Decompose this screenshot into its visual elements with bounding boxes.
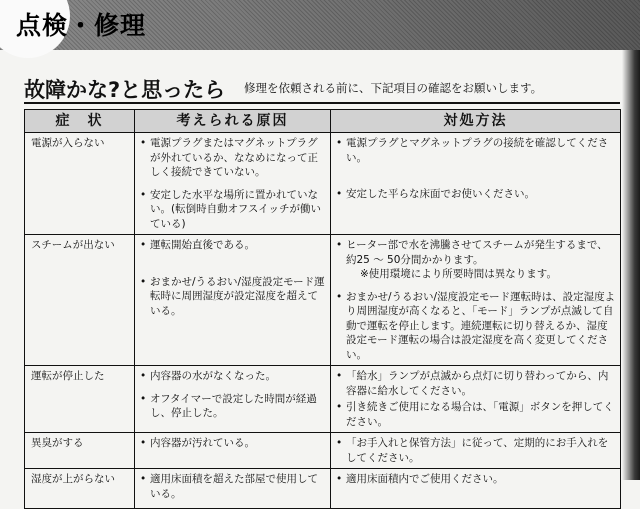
remedy-cell: [331, 133, 621, 235]
symptom-cell: 運転が停止した: [25, 366, 135, 433]
cause-item: • 電源プラグまたはマグネットプラグが外れているか、ななめになって正しく接続できていない。: [139, 136, 326, 180]
remedy-text: 「お手入れと保管方法」に従って、定期的にお手入れをしてください。: [346, 437, 609, 464]
remedy-text: 「給水」ランプが点滅から点灯に切り替わってから、内容器に給水してください。: [346, 370, 609, 397]
banner-title: 点検・修理: [16, 11, 147, 40]
table-row: [25, 366, 621, 433]
symptom-cell: 湿度が上がらない: [25, 469, 135, 509]
remedy-item: [335, 436, 616, 465]
remedy-item: [335, 472, 616, 487]
remedy-item: [335, 290, 616, 363]
remedy-text: 安定した平らな床面でお使いください。: [346, 188, 535, 200]
troubleshooting-table: [24, 109, 621, 509]
table-row: [25, 235, 621, 366]
header-symptom: 症 状: [25, 110, 135, 133]
cause-cell: [135, 133, 331, 235]
remedy-item: [335, 400, 616, 429]
remedy-cell: [331, 469, 621, 509]
table-row: [25, 469, 621, 509]
section-heading: 故障かな?と思ったら: [24, 78, 226, 102]
remedy-item: [335, 187, 616, 202]
cause-cell: [135, 235, 331, 366]
cause-item: • 運転開始直後である。: [139, 238, 326, 253]
cause-item: • 安定した水平な場所に置かれていない。(転倒時自動オフスイッチが働いている): [139, 188, 326, 232]
symptom-cell: 電源が入らない: [25, 133, 135, 235]
remedy-item: [335, 369, 616, 398]
symptom-cell: 異臭がする: [25, 433, 135, 469]
cause-item: • おまかせ/うるおい/湿度設定モード運転時に周囲湿度が設定湿度を超えている。: [139, 275, 326, 319]
cause-item: • オフタイマーで設定した時間が経過し、停止した。: [139, 392, 326, 421]
heading-rule: [24, 102, 620, 104]
cause-cell: [135, 366, 331, 433]
remedy-item: [335, 136, 616, 165]
remedy-text: 適用床面積内でご使用ください。: [346, 473, 504, 485]
remedy-cell: [331, 235, 621, 366]
cause-item: • 適用床面積を超えた部屋で使用している。: [139, 472, 326, 501]
remedy-text: ヒーター部で水を沸騰させてスチームが発生するまで、約25 ～ 50分間かかります。: [346, 239, 608, 266]
remedy-note: ※使用環境により所要時間は異なります。: [360, 268, 557, 280]
remedy-item: [335, 238, 616, 282]
table-header-row: [25, 110, 621, 133]
symptom-cell: スチームが出ない: [25, 235, 135, 366]
header-cause: 考えられる原因: [135, 110, 331, 133]
remedy-text: おまかせ/うるおい/湿度設定モード運転時は、設定湿度より周囲湿度が高くなると、「モード」ランプが点滅して自動で運転を停止します。連続運転に切り替えるか、湿度設定モード運転の場合は設定湿度を高く変更してください。: [346, 290, 616, 361]
cause-cell: [135, 469, 331, 509]
table-row: [25, 433, 621, 469]
section-banner: [0, 0, 640, 50]
remedy-text: 引き続きご使用になる場合は、「電源」ボタンを押してください。: [346, 401, 614, 428]
section-subtext: 修理を依頼される前に、下記項目の確認をお願いします。: [244, 81, 543, 95]
remedy-cell: [331, 433, 621, 469]
cause-item: • 内容器が汚れている。: [139, 436, 326, 451]
cause-cell: [135, 433, 331, 469]
table-row: [25, 133, 621, 235]
remedy-cell: [331, 366, 621, 433]
page-edge-shadow: [622, 50, 640, 480]
remedy-text: 電源プラグとマグネットプラグの接続を確認してください。: [346, 137, 609, 164]
header-remedy: 対処方法: [331, 110, 621, 133]
cause-item: • 内容器の水がなくなった。: [139, 369, 326, 384]
